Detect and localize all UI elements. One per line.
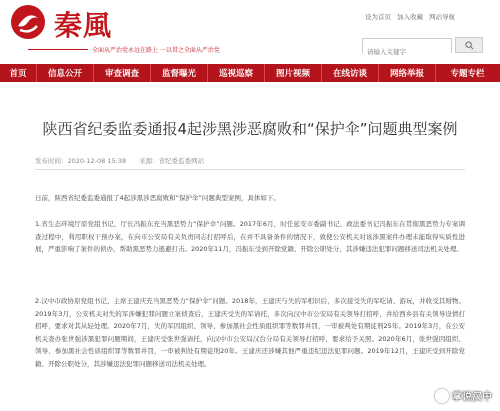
divider xyxy=(35,169,465,170)
site-name[interactable]: 秦風 xyxy=(54,9,113,42)
nav-item-interview[interactable]: 在线访谈 xyxy=(332,69,367,79)
top-link-favorite[interactable]: 加入收藏 xyxy=(397,13,424,21)
article-page xyxy=(0,82,500,411)
search-input[interactable] xyxy=(363,46,451,59)
article-paragraph: 日前，陕西省纪委监委通报了4起涉黑涉恶腐败和“保护伞”问题典型案例，具体如下。 xyxy=(35,194,280,202)
nav-item-inspection[interactable]: 巡视巡察 xyxy=(218,69,253,79)
search-field[interactable] xyxy=(362,38,452,53)
watermark-logo-icon xyxy=(435,389,449,403)
site-slogan xyxy=(28,45,220,54)
article-paragraph: 2.汉中市政协原党组书记、主席王建庆充当黑恶势力“保护伞”问题。2018年，王建庆与失的军相识后，多次接受失的军吃请、游玩，并收受其财物。2019年3月，公安机关对失的军涉嫌犯罪问题立案侦查后，王建庆受失的军请托，多次向汉中市公安局有关领导打招呼，并给西乡县有关领导设情打招呼，要求对其从轻处理。2020年7月，失的军因组织、领导、参加黑社会性质组织罪等数罪并罚，一审被判处有期徒刑25年。2019年3月，在公安机关查办张世强涉黑犯罪问题期间，王建庆受张世强请托，向汉中市公安局汉台分局有关领导打招呼，要求给予关照。2020年6月，张世强因组织、领导、参加黑社会性质组织罪等数罪并罚，一审被判处有期徒刑20年。王建庆还涉嫌其他严重违纪违法犯罪问题。2019年12月，王建庆受到开除党籍、开除公职处分，其涉嫌违法犯罪问题移送司法机关处理。 xyxy=(35,297,465,368)
nav-item-exposure[interactable]: 监督曝光 xyxy=(161,69,196,79)
search-icon xyxy=(465,41,474,50)
article-paragraph: 1.省生态环境厅原党组书记、厅长冯振东充当黑恶势力“保护伞”问题。2017年6月，时任延安市委副书记、政法委书记冯振东在贯彻黑恶势力专案调查过程中，利用职权干预办案，在向市公安局有关负责同志打招呼后，在并不具备条件的情况下，致使公安机关对该涉黑案件办理未能取得实质性进展，严重影响了案件的侦办，帮助黑恶势力逃避打击。2020年11月，冯振东受到开除党籍、开除公职处分，其涉嫌违法犯罪问题移送司法机关处理。 xyxy=(35,220,465,253)
site-slogan-text: 全面从严治党永远在路上 一以贯之全面从严治党 xyxy=(92,47,220,54)
nav-item-report[interactable]: 网络举报 xyxy=(389,69,424,79)
nav-item-home[interactable]: 首页 xyxy=(9,69,27,79)
watermark xyxy=(435,388,492,403)
nav-item-topics[interactable]: 专题专栏 xyxy=(450,69,485,79)
main-nav xyxy=(0,64,500,82)
article-meta: 发布时间：2020-12-08 15:38 来源：省纪委监委网站 xyxy=(35,157,205,165)
site-logo-icon[interactable] xyxy=(10,4,46,40)
article-title: 陕西省纪委监委通报4起涉黑涉恶腐败和“保护伞”问题典型案例 xyxy=(42,120,458,138)
site-header xyxy=(0,0,500,64)
top-links xyxy=(365,12,459,21)
nav-item-media[interactable]: 图片视频 xyxy=(275,69,310,79)
nav-item-info-disclosure[interactable]: 信息公开 xyxy=(47,69,82,79)
watermark-text: 掌说汉中 xyxy=(452,392,492,403)
top-link-site-nav[interactable]: 网站导航 xyxy=(429,13,456,21)
nav-item-investigation[interactable]: 审查调查 xyxy=(104,69,139,79)
search-button[interactable] xyxy=(455,37,483,53)
top-link-set-home[interactable]: 设为首页 xyxy=(365,13,391,21)
